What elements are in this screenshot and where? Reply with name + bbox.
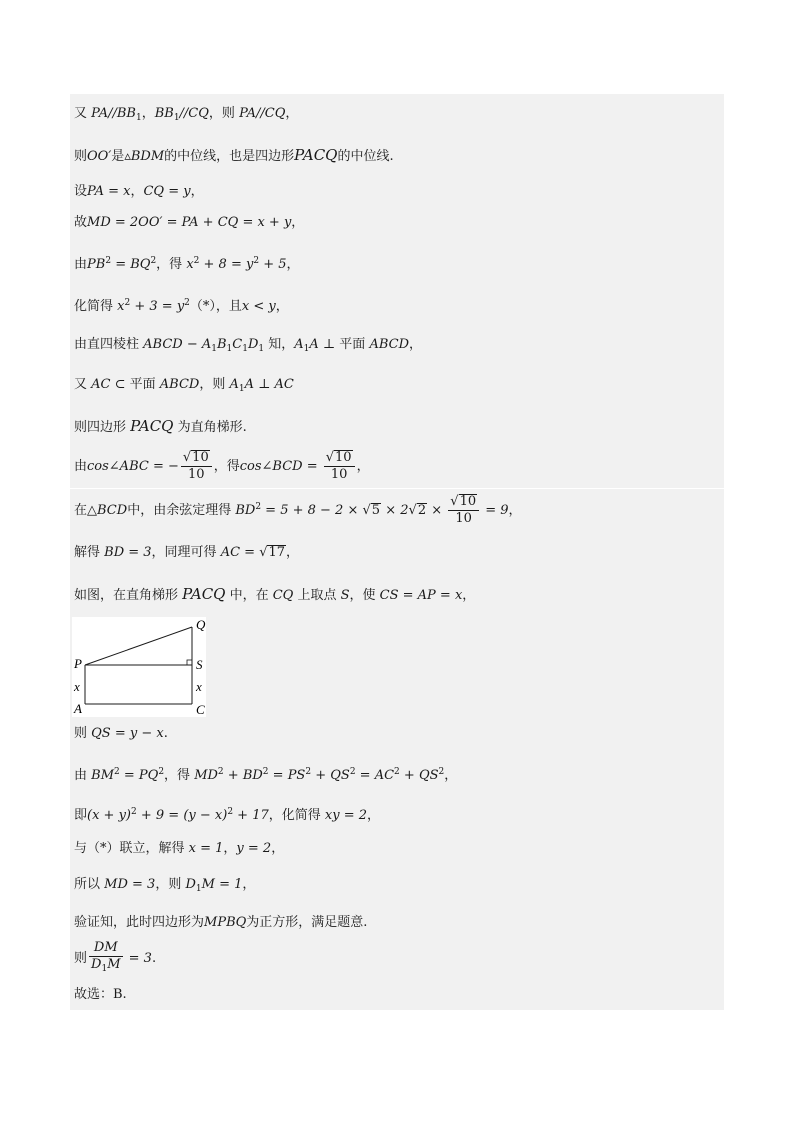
math: cos∠BCD = [239, 459, 322, 474]
subscript: 1 [258, 344, 265, 354]
math: cos∠ABC = − [87, 459, 179, 474]
line-6 [74, 294, 289, 316]
math: MPBQ [204, 915, 247, 930]
label-s: S [196, 657, 203, 672]
math: + 17 [233, 808, 269, 823]
math: = 9 [481, 503, 509, 518]
text: ， [367, 808, 381, 823]
line-5 [74, 252, 300, 274]
label-x-left: x [74, 679, 80, 694]
label-a: A [74, 701, 82, 716]
line-12 [74, 544, 299, 562]
math: CQ = y [143, 184, 191, 199]
math: + 8 = [199, 257, 246, 272]
math: × [427, 503, 447, 518]
math: = BQ [111, 257, 151, 272]
radicand: 10 [192, 450, 209, 465]
text: . [151, 951, 157, 966]
text: ， [190, 184, 204, 199]
text: 中，由余弦定理得 [127, 503, 236, 518]
text: 设 [74, 184, 88, 199]
text: ， [285, 106, 299, 121]
text: ， [409, 337, 423, 352]
math: x [186, 257, 194, 272]
superscript: 2 [184, 298, 190, 308]
math: PACQ [294, 146, 338, 164]
math: D [185, 877, 196, 892]
math: PA//BB [91, 106, 136, 121]
text: ，同理可得 [151, 545, 221, 560]
text: ， [508, 503, 522, 518]
label-x-right: x [196, 679, 202, 694]
denominator: 10 [455, 511, 472, 526]
sqrt-sign: √ [450, 494, 459, 509]
math: y = 2 [236, 841, 272, 856]
math: x [117, 299, 125, 314]
label-p: P [74, 656, 82, 671]
text: ， [141, 106, 155, 121]
subscript: 1 [303, 344, 310, 354]
line-2 [74, 146, 394, 166]
subscript: 1 [195, 884, 202, 894]
text: 平面 [339, 337, 370, 352]
text: ，则 [155, 877, 186, 892]
math: S [340, 588, 350, 603]
radicand: 10 [459, 494, 477, 509]
subscript: 1 [135, 113, 142, 123]
text: ，使 [349, 588, 380, 603]
text: ， [130, 184, 144, 199]
text: 又 [74, 377, 92, 392]
superscript: 2 [227, 807, 234, 817]
text: 平面 [129, 377, 160, 392]
text: 又 [74, 106, 92, 121]
fraction [89, 940, 122, 977]
math: PA = x [87, 184, 131, 199]
text: 与（*）联立，解得 [74, 841, 189, 856]
text: ， [444, 768, 458, 783]
line-15 [74, 763, 457, 785]
denominator: 10 [330, 467, 348, 482]
text: 为直角梯形. [173, 420, 247, 435]
text: ，得 [213, 459, 240, 474]
text: 的中位线，也是四边形 [164, 149, 295, 164]
line-19 [74, 914, 367, 932]
math: A ⊥ [309, 337, 340, 352]
text: 由直四棱柱 [74, 337, 144, 352]
math: xy = 2 [324, 808, 367, 823]
math: AC ⊂ [91, 377, 130, 392]
text: ， [462, 588, 476, 603]
math: BD = 3 [104, 545, 152, 560]
fraction [448, 494, 479, 527]
superscript: 2 [394, 767, 400, 777]
text: （*），且 [189, 299, 242, 314]
text: 为正方形，满足题意. [246, 915, 368, 930]
math: CQ [272, 588, 294, 603]
text: 由 [74, 768, 92, 783]
math: M [107, 957, 121, 972]
math: × 2 [381, 503, 409, 518]
line-10 [74, 450, 370, 483]
text: 上取点 [293, 588, 341, 603]
text: 由 [74, 257, 88, 272]
superscript: 2 [217, 767, 224, 777]
math: + QS [311, 768, 350, 783]
line-18 [74, 876, 255, 898]
superscript: 2 [349, 767, 356, 777]
text: 则 [74, 149, 88, 164]
subscript: 1 [238, 384, 245, 394]
radicand: 2 [417, 503, 427, 518]
math: A [294, 337, 304, 352]
subscript: 1 [101, 964, 108, 974]
trapezoid-figure [70, 613, 215, 719]
math: = PQ [119, 768, 159, 783]
subscript: 1 [211, 344, 217, 354]
math: ▵BDM [124, 149, 165, 164]
math: //CQ [179, 106, 209, 121]
text: ， [271, 841, 285, 856]
line-13 [74, 585, 475, 605]
math: + 3 = [130, 299, 177, 314]
superscript: 2 [438, 767, 445, 777]
fraction [181, 450, 212, 483]
text: ， [286, 545, 300, 560]
line-16 [74, 803, 380, 825]
math: △BCD [87, 503, 128, 518]
figure-background [72, 617, 206, 717]
line-20 [74, 940, 156, 977]
sqrt-sign: √ [325, 450, 335, 465]
numerator: DM [89, 940, 122, 957]
math: + 9 = [136, 808, 184, 823]
superscript: 2 [253, 256, 260, 266]
text: ，得 [156, 257, 187, 272]
answer: 故选：B. [74, 987, 127, 1002]
math: OO′ [87, 149, 112, 164]
line-17 [74, 840, 284, 858]
math: MD = 3 [104, 877, 156, 892]
line-11 [74, 494, 522, 527]
text: 则 [74, 951, 88, 966]
math: PB [87, 257, 106, 272]
math: x = 1 [188, 841, 224, 856]
math: A [229, 377, 239, 392]
text: 故 [74, 215, 88, 230]
text: 如图，在直角梯形 [74, 588, 183, 603]
math: CS = AP = x [379, 588, 463, 603]
superscript: 2 [193, 256, 200, 266]
text: 所以 [74, 877, 105, 892]
text: ，化简得 [268, 808, 325, 823]
text: 则 [74, 726, 92, 741]
superscript: 2 [158, 767, 165, 777]
math: PACQ [182, 585, 226, 603]
text: ， [291, 215, 305, 230]
sqrt-sign: √ [408, 503, 417, 518]
label-c: C [196, 702, 205, 717]
superscript: 2 [131, 807, 137, 817]
text: 化简得 [74, 299, 118, 314]
math: + QS [399, 768, 439, 783]
text: ， [286, 257, 300, 272]
sqrt-sign: √ [259, 545, 268, 560]
text: ，则 [199, 377, 230, 392]
text: 中，在 [225, 588, 273, 603]
text: ， [242, 877, 256, 892]
superscript: 2 [262, 767, 269, 777]
math: y [176, 299, 185, 314]
text: 是 [111, 149, 125, 164]
superscript: 2 [150, 256, 157, 266]
text: 在 [74, 503, 88, 518]
text: 则四边形 [74, 420, 131, 435]
text: 即 [74, 808, 88, 823]
math: MD [194, 768, 218, 783]
superscript: 2 [124, 298, 131, 308]
line-1 [74, 105, 298, 127]
line-9 [74, 417, 247, 437]
math: D [247, 337, 259, 352]
label-q: Q [196, 617, 206, 632]
subscript: 1 [226, 344, 233, 354]
math: x < y [241, 299, 276, 314]
line-21 [74, 986, 127, 1004]
math: A ⊥ AC [244, 377, 294, 392]
math: B [216, 337, 227, 352]
line-3 [74, 183, 204, 201]
text: ， [356, 459, 370, 474]
math: = AC [355, 768, 395, 783]
radicand: 5 [371, 503, 381, 518]
math: = 3 [124, 951, 152, 966]
math: BD [235, 503, 256, 518]
math: BM [91, 768, 115, 783]
text: . [163, 726, 168, 741]
math: = 5 + 8 − 2 × [261, 503, 363, 518]
text: 的中位线. [337, 149, 394, 164]
text: ， [223, 841, 237, 856]
superscript: 2 [105, 256, 112, 266]
text: ，得 [164, 768, 195, 783]
math: y [245, 257, 254, 272]
text: 解得 [74, 545, 105, 560]
math: (y − x) [183, 808, 228, 823]
math: PACQ [130, 417, 174, 435]
math: + BD [223, 768, 263, 783]
superscript: 2 [255, 502, 262, 512]
text: ， [275, 299, 289, 314]
text: 知， [264, 337, 295, 352]
subscript: 1 [173, 113, 180, 123]
text: ，则 [208, 106, 240, 121]
math: QS = y − x [91, 726, 164, 741]
math: BB [154, 106, 174, 121]
text: 验证知，此时四边形为 [74, 915, 205, 930]
sqrt-sign: √ [362, 503, 371, 518]
superscript: 2 [305, 767, 312, 777]
subscript: 1 [242, 344, 248, 354]
math: ABCD [159, 377, 200, 392]
radicand: 10 [335, 450, 352, 465]
fraction [324, 450, 355, 483]
math: = PS [268, 768, 306, 783]
math: AC = [220, 545, 260, 560]
line-14 [74, 725, 168, 743]
math: M = 1 [201, 877, 243, 892]
math: ABCD [369, 337, 409, 352]
denominator: 10 [188, 467, 205, 482]
math: (x + y) [87, 808, 131, 823]
math: D [91, 957, 102, 972]
sqrt-sign: √ [182, 450, 192, 465]
math: + 5 [259, 257, 287, 272]
line-4 [74, 214, 304, 232]
line-8 [74, 376, 294, 398]
math: MD = 2OO′ = PA + CQ = x + y [87, 215, 292, 230]
text: 由 [74, 459, 88, 474]
math: ABCD − A [143, 337, 212, 352]
radicand: 17 [268, 545, 286, 560]
math: C [232, 337, 243, 352]
superscript: 2 [114, 767, 120, 777]
panel-divider [70, 488, 724, 489]
math: PA//CQ [239, 106, 286, 121]
line-7 [74, 336, 422, 358]
